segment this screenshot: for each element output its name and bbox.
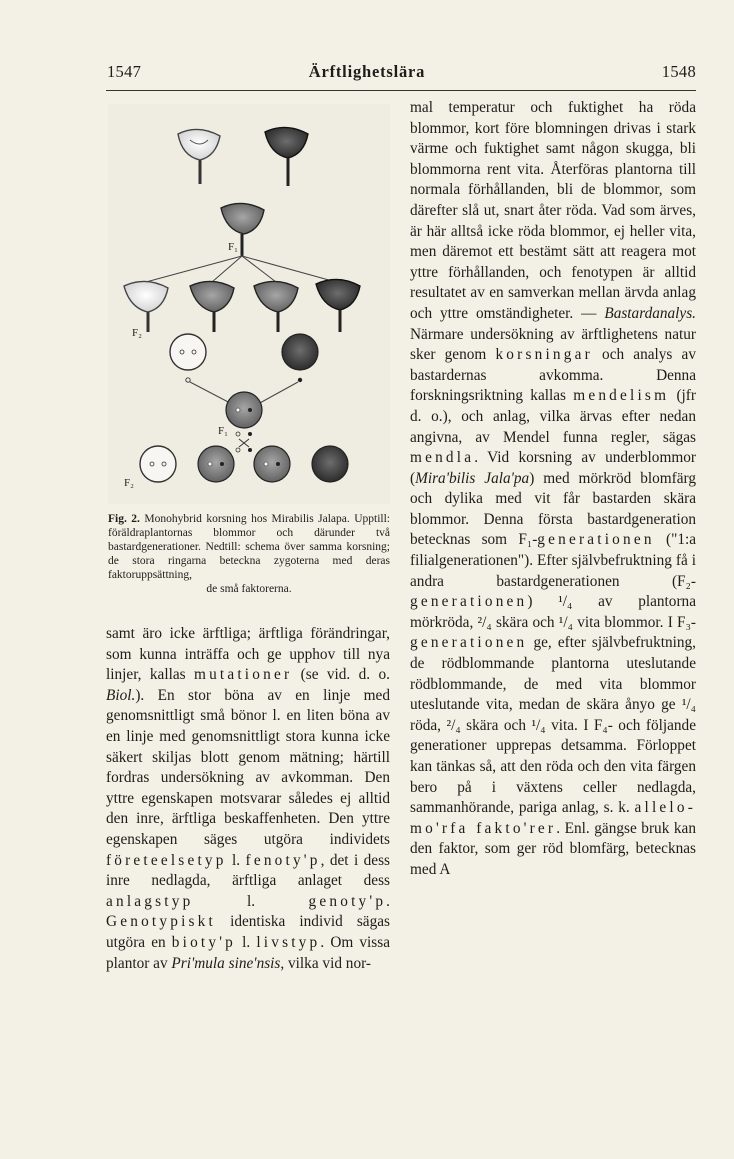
zygote-f2-white <box>140 446 176 482</box>
zygote-parent-dark <box>282 334 318 370</box>
zygote-f2-mid-2 <box>254 446 290 482</box>
text-column-right <box>410 98 696 881</box>
paragraph-left <box>106 624 390 974</box>
f2-label-top: F₂ <box>132 327 142 339</box>
term-mendelism: mendelism <box>573 387 670 405</box>
f1-label-top: F₁ <box>228 241 238 253</box>
term-allelomorfa: allelo-mo'rfa fakto'rer <box>410 799 696 837</box>
f2-flower-mid-2 <box>254 281 298 332</box>
text-run: (jfr d. o.), och anlag, vilka ärvas efter nedan angivna, av Mendel funna regler, sägas <box>410 387 696 446</box>
parent-flower-white <box>178 129 220 184</box>
term-korsningar: korsningar <box>495 346 593 364</box>
term-generationen-2: generationen <box>410 593 528 611</box>
page-number-left: 1547 <box>107 62 142 81</box>
paragraph-right <box>410 98 696 881</box>
figure-mirabilis-cross <box>108 104 390 504</box>
text-run: ) ¹/₄ av plantorna mörkröda, ²/₄ skära och ¹/₄ vita blommor. I F₃- <box>410 593 696 631</box>
caption-last-line: de små faktorerna. <box>206 583 292 595</box>
text-run: ge, efter självbefruktning, de rödblommande plantorna uteslutande rödblommande, de med vita blommor uteslutande vita, medan de skära ånyo ge ¹/₄ röda, ²/₄ skära och ¹/₄ vita. I F₄- och följande generationer upprepas detsamma. Förloppet kan tänkas så, att den röda och den vita färgen bero på i växtens celler nedlagda, sammanhörande, pariga anlag, s. k. <box>410 634 696 817</box>
text-run: , det i dess inre nedlagda, ärftliga anlaget dess <box>106 851 390 890</box>
term-mendla: mendla <box>410 449 475 467</box>
caption-fig-label: Fig. 2. <box>108 513 140 525</box>
text-run: identiska individ sägas utgöra en <box>106 913 390 951</box>
text-column-left <box>106 624 390 974</box>
f1-to-f2-lines <box>146 256 336 282</box>
term-generationen-3: generationen <box>410 634 528 652</box>
f2-flower-light <box>124 281 168 332</box>
text-run: ). En stor böna av en linje med genomsnittligt små bönor l. en liten böna av en linje med genomsnittligt stora kunna icke säkert skiljas blott genom mätning; härtill fordras undersökning av avkomman. Den yttre egenskapen motsvarar således ej alltid den inre, ärftliga beskaffenheten. Den yttre egenskapen säges utgöra individets <box>106 686 390 848</box>
running-title: Ärftlighetslära <box>308 62 426 81</box>
term-foreteelsetyp: företeelsetyp <box>106 851 227 869</box>
zygote-parent-white <box>170 334 206 370</box>
text-run: ("1:a filialgenerationen"). Efter självbefruktning få i andra bastardgenerationen (F₂- <box>410 531 697 590</box>
page-header <box>0 58 734 88</box>
text-run: . Enl. gängse bruk kan den faktor, som ger röd blomfärg, betecknas med A <box>410 819 696 878</box>
text-run: l. <box>193 892 309 910</box>
text-run: . Vid korsning av underblommor ( <box>410 449 696 487</box>
term-genotyp: genoty'p <box>308 892 387 910</box>
term-generationen-1: generationen <box>537 531 655 549</box>
text-run: l. <box>236 933 257 951</box>
term-livstyp: livstyp <box>256 933 321 951</box>
text-run: samt äro icke ärftliga; ärftliga förändringar, som kunna inträffa och ge upphov till nya linjer, kallas <box>106 625 390 684</box>
caption-text: Monohybrid korsning hos Mirabilis Jalapa. Upptill: föräldraplantornas blommor och därunder två bastardgenerationer. Nedtill: schema över samma korsning; de stora ringarna beteckna zygoterna med deras faktoruppsättning, <box>108 513 390 581</box>
text-run: ) med mörkröd blomfärg och dylika med vit får bastarden skära blommor. Denna första bastardgeneration betecknas som F₁- <box>410 469 696 549</box>
f2-label-bottom: F₂ <box>124 477 134 489</box>
text-run: Närmare undersökning av ärftlighetens natur sker genom <box>410 325 696 364</box>
text-run: . <box>386 892 390 910</box>
cross-symbol <box>236 432 252 452</box>
text-run: mal temperatur och fuktighet ha röda blommor, kort före blomningen drivas i stark värme och fuktighet samt någon skugga, bli blommorna rent vita. Återföras plantorna till normala förhållanden, bli de blommor, som därefter slå ut, snart åter röda. Vad som ärves, är här alltså icke röda blommor, ej heller vita, men däremot ett bestämt sätt att reagera mot yttre förhållanden, och fenotypen är alltid resultatet av en samverkan mellan ärvda anlag och yttre omständigheter. — <box>410 99 696 322</box>
term-genotypiskt: Genotypiskt <box>106 913 216 931</box>
ref-biol: Biol. <box>106 686 136 704</box>
parent-flower-dark <box>265 127 308 186</box>
term-fenotyp: fenoty'p <box>245 851 321 869</box>
term-mutationer: mutationer <box>193 666 293 684</box>
species-mirabilis: Mira'bilis Jala'pa <box>415 469 530 487</box>
page-number-right: 1548 <box>661 62 696 81</box>
gamete-white <box>186 378 190 382</box>
figure-caption <box>108 512 390 596</box>
heading-bastardanalys: Bastardanalys. <box>604 304 696 322</box>
header-rule <box>106 90 696 91</box>
f2-flower-dark <box>316 279 360 332</box>
zygote-f2-mid-1 <box>198 446 234 482</box>
figure-illustration <box>108 104 390 504</box>
text-run: l. <box>226 851 246 869</box>
zygote-f2-dark <box>312 446 348 482</box>
text-run: , vilka vid nor- <box>280 954 371 972</box>
text-run: (se vid. d. o. <box>292 666 390 684</box>
zygote-f1 <box>226 392 262 428</box>
species-primula: Pri'mula sine'nsis <box>171 954 281 972</box>
text-run: och analys av bastardernas avkomma. Denna forskningsriktning kallas <box>410 346 696 405</box>
term-anlagstyp: anlagstyp <box>106 892 194 910</box>
gamete-dark <box>298 378 302 382</box>
text-run: . Om vissa plantor av <box>106 933 390 972</box>
f2-flower-mid-1 <box>190 281 234 332</box>
f1-label-bottom: F₁ <box>218 425 228 437</box>
term-biotyp: bioty'p <box>171 933 237 951</box>
